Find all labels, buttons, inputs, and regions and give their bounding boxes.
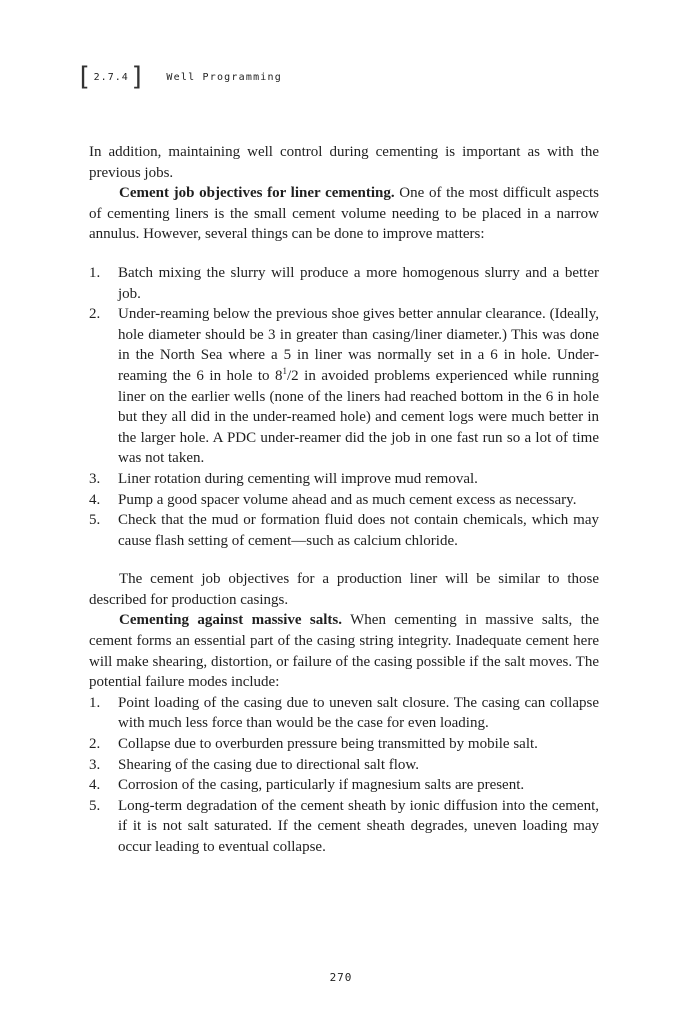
list-item-text: Under-reaming below the previous shoe gives better annular clearance. (Ideally, hole diameter should be 3 in greater than casing/liner diameter.) This was done in the North Sea where a 5 in liner was normally set in a 6 in hole. Under-reaming the 6 in hole to 8 bbox=[118, 306, 599, 384]
paragraph-text: When cementing in massive salts, the cement forms an essential part of the casing string integrity. Inadequate cement here will make shearing, distortion, or failure of the casing possible if the salt moves. The potential failure modes include: bbox=[89, 612, 599, 691]
list-item bbox=[89, 734, 599, 755]
list-item-text: Long-term degradation of the cement sheath by ionic diffusion into the cement, if it is not salt saturated. If the cement sheath degrades, uneven loading may occur leading to eventual collapse. bbox=[118, 797, 599, 855]
section-number: 2.7.4 bbox=[93, 71, 129, 83]
list-item-text: Pump a good spacer volume ahead and as much cement excess as necessary. bbox=[118, 491, 577, 508]
list-item bbox=[89, 469, 599, 490]
list-number: 1. bbox=[89, 694, 101, 711]
paragraph-liner-objectives bbox=[89, 183, 599, 245]
body-text bbox=[89, 142, 599, 858]
chapter-title: Well Programming bbox=[166, 71, 282, 83]
list-item-text: Batch mixing the slurry will produce a more homogenous slurry and a better job. bbox=[118, 264, 599, 302]
fraction-numerator: 1 bbox=[282, 365, 288, 376]
left-bracket: [ bbox=[76, 62, 93, 92]
list-item bbox=[89, 304, 599, 469]
list-item-text: Point loading of the casing due to uneven salt closure. The casing can collapse with much less force than would be the case for even loading. bbox=[118, 694, 599, 732]
list-number: 4. bbox=[89, 491, 101, 508]
failure-modes-list bbox=[89, 693, 599, 858]
page-number: 270 bbox=[329, 971, 353, 984]
list-number: 3. bbox=[89, 756, 101, 773]
list-item bbox=[89, 755, 599, 776]
run-in-heading: Cementing against massive salts. bbox=[119, 612, 343, 629]
paragraph-production-liner: The cement job objectives for a production liner will be similar to those described for production casings. bbox=[89, 571, 599, 608]
list-item-text: Corrosion of the casing, particularly if magnesium salts are present. bbox=[118, 777, 525, 794]
list-item-text: Check that the mud or formation fluid does not contain chemicals, which may cause flash setting of cement—such as calcium chloride. bbox=[118, 512, 599, 549]
list-item-text: Collapse due to overburden pressure being transmitted by mobile salt. bbox=[118, 736, 538, 753]
liner-improvement-list bbox=[89, 263, 599, 551]
list-item bbox=[89, 263, 599, 304]
list-item bbox=[89, 796, 599, 858]
paragraph-massive-salts bbox=[89, 610, 599, 692]
list-item bbox=[89, 775, 599, 796]
paragraph-text: One of the most difficult aspects of cementing liners is the small cement volume needing to be placed in a narrow annulus. However, several things can be done to improve matters: bbox=[89, 185, 599, 243]
list-item bbox=[89, 510, 599, 551]
paragraph-well-control: In addition, maintaining well control during cementing is important as with the previous jobs. bbox=[89, 144, 599, 181]
list-number: 3. bbox=[89, 470, 101, 487]
fraction-denominator: /2 bbox=[287, 367, 299, 384]
list-number: 5. bbox=[89, 797, 101, 814]
list-number: 1. bbox=[89, 264, 101, 281]
run-in-heading: Cement job objectives for liner cementing. bbox=[119, 185, 395, 202]
list-number: 4. bbox=[89, 777, 101, 794]
list-number: 2. bbox=[89, 736, 101, 753]
list-item bbox=[89, 693, 599, 734]
right-bracket: ] bbox=[129, 62, 147, 92]
list-item-text-cont: in avoided problems experienced while running liner on the earlier wells (none of the liners had reached bottom in the 6 in hole but they all did in the under-reamed hole) and cement logs were much better in the larger hole. A PDC under-reamer did the job in one fast run so a lot of time was not taken. bbox=[118, 367, 599, 467]
list-item-text: Liner rotation during cementing will improve mud removal. bbox=[118, 470, 478, 487]
list-number: 2. bbox=[89, 306, 101, 323]
list-item bbox=[89, 490, 599, 511]
list-item-text: Shearing of the casing due to directional salt flow. bbox=[118, 756, 420, 773]
running-header bbox=[76, 62, 282, 92]
list-number: 5. bbox=[89, 512, 101, 529]
